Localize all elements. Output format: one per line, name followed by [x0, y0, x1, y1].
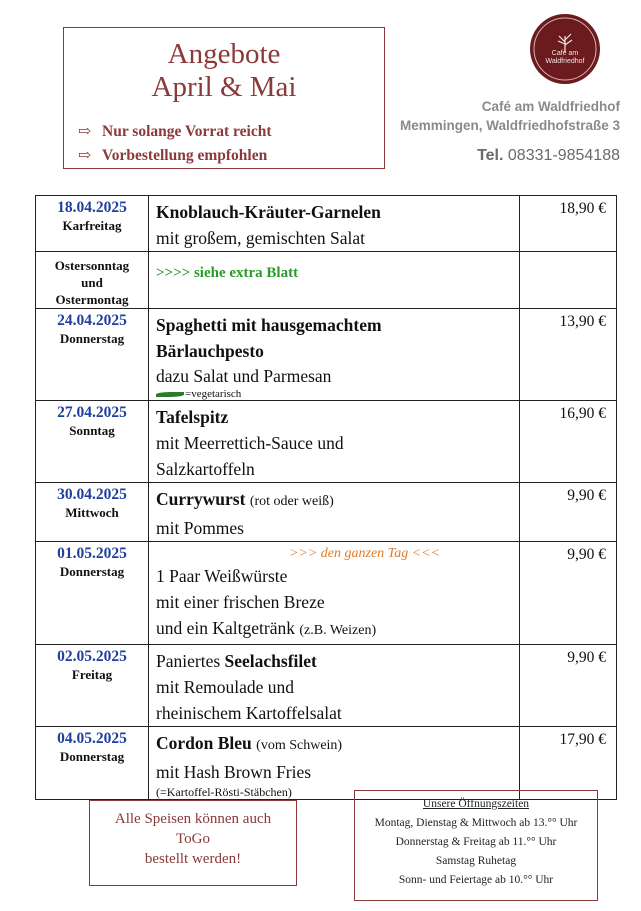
dish-description: mit Pommes [156, 518, 244, 538]
date-cell [36, 542, 149, 645]
price-cell: 17,90 € [520, 727, 617, 800]
opening-hours-line: Donnerstag & Freitag ab 11.°° Uhr [395, 836, 557, 848]
price-cell: 9,90 € [520, 483, 617, 542]
dish-name: Currywurst [156, 489, 246, 509]
leaf-icon [156, 392, 184, 397]
date-cell [36, 252, 149, 309]
table-row [36, 309, 617, 401]
dish-name: Knoblauch-Kräuter-Garnelen [156, 202, 381, 222]
table-row [36, 645, 617, 727]
table-row [36, 401, 617, 483]
price-cell: 9,90 € [520, 542, 617, 645]
logo-text-line2: Waldfriedhof [545, 58, 585, 65]
dish-description: mit einer frischen Breze [156, 592, 325, 612]
price-cell: 16,90 € [520, 401, 617, 483]
table-row [36, 196, 617, 252]
logo-text-line1: Café am [551, 50, 579, 57]
dish-name: Spaghetti mit hausgemachtem [156, 315, 382, 335]
dish-name-line [156, 730, 513, 759]
phone-number: 08331-9854188 [507, 147, 620, 164]
opening-hours-box [354, 790, 598, 901]
cafe-address: Memmingen, Waldfriedhofstraße 3 [399, 118, 620, 133]
price-cell [520, 252, 617, 309]
holiday-label: Ostersonntag und Ostermontag [54, 258, 130, 307]
arrow-right-icon: ⇨ [78, 147, 91, 164]
offer-title-line2: April & Mai [151, 71, 297, 103]
menu-date: 24.04.2025 [57, 312, 127, 329]
dish-description: mit großem, gemischten Salat [156, 228, 365, 248]
opening-hours-line: Montag, Dienstag & Mittwoch ab 13.°° Uhr [374, 817, 578, 829]
cafe-phone [477, 147, 620, 165]
offer-title-line1: Angebote [167, 38, 281, 70]
togo-box [89, 800, 297, 886]
dish-cell [149, 309, 520, 401]
date-cell [36, 401, 149, 483]
date-cell [36, 196, 149, 252]
offer-title [64, 38, 384, 104]
dish-cell [149, 727, 520, 800]
menu-date: 18.04.2025 [57, 199, 127, 216]
price-cell: 13,90 € [520, 309, 617, 401]
price-cell: 9,90 € [520, 645, 617, 727]
dish-variant: (rot oder weiß) [249, 494, 334, 509]
table-row [36, 727, 617, 800]
menu-day: Donnerstag [59, 564, 125, 579]
menu-date: 30.04.2025 [57, 486, 127, 503]
dish-name: Seelachsfilet [224, 651, 317, 671]
dish-description: mit Hash Brown Fries [156, 762, 312, 782]
dish-description-cont: Salzkartoffeln [156, 459, 255, 479]
date-cell [36, 483, 149, 542]
dish-variant: (vom Schwein) [256, 738, 343, 753]
menu-day: Freitag [71, 667, 113, 682]
offer-box [63, 27, 385, 169]
dish-name: Tafelspitz [156, 407, 229, 427]
dish-description-cont: rheinischem Kartoffelsalat [156, 703, 342, 723]
dish-description: mit Meerrettich-Sauce und [156, 433, 344, 453]
opening-hours-line: Sonn- und Feiertage ab 10.°° Uhr [398, 874, 554, 886]
menu-day: Karfreitag [62, 218, 122, 233]
dish-footnote: (=Kartoffel-Rösti-Stäbchen) [156, 785, 292, 799]
menu-date: 27.04.2025 [57, 404, 127, 421]
dish-prefix: Paniertes [156, 651, 221, 671]
dish-cell [149, 401, 520, 483]
all-day-note: >>> den ganzen Tag <<< [288, 546, 441, 561]
togo-line1: Alle Speisen können auch [114, 811, 272, 827]
extra-sheet-note: >>>> siehe extra Blatt [156, 265, 299, 281]
dish-name-cont: Bärlauchpesto [156, 341, 264, 361]
price-cell: 18,90 € [520, 196, 617, 252]
dish-description: dazu Salat und Parmesan [156, 366, 332, 386]
date-cell [36, 727, 149, 800]
menu-day: Sonntag [69, 423, 115, 438]
table-row [36, 483, 617, 542]
opening-hours-line: Samstag Ruhetag [435, 855, 517, 867]
cafe-logo [530, 14, 600, 84]
menu-day: Mittwoch [65, 505, 119, 520]
offer-note-preorder: ⇨ Vorbestellung empfohlen [78, 147, 268, 164]
menu-day: Donnerstag [59, 749, 125, 764]
dish-name-line [156, 648, 513, 674]
dish-cell [149, 542, 520, 645]
arrow-right-icon: ⇨ [78, 123, 91, 140]
offer-note-stock: ⇨ Nur solange Vorrat reicht [78, 123, 272, 140]
menu-date: 02.05.2025 [57, 648, 127, 665]
menu-day: Donnerstag [59, 331, 125, 346]
opening-hours-title: Unsere Öffnungszeiten [422, 798, 530, 810]
dish-name: Cordon Bleu [156, 733, 252, 753]
date-cell [36, 309, 149, 401]
dish-description: mit Remoulade und [156, 677, 295, 697]
cafe-name: Café am Waldfriedhof [481, 99, 620, 114]
dish-name-line [156, 486, 513, 515]
dish-description-cont: und ein Kaltgetränk (z.B. Weizen) [156, 618, 377, 638]
menu-date: 04.05.2025 [57, 730, 127, 747]
table-row [36, 542, 617, 645]
togo-line2: ToGo [176, 831, 210, 847]
menu-date: 01.05.2025 [57, 545, 127, 562]
vegetarian-note: =vegetarisch [156, 388, 513, 400]
togo-line3: bestellt werden! [144, 851, 242, 867]
date-cell [36, 645, 149, 727]
phone-label: Tel. [477, 147, 504, 164]
dish-cell [149, 196, 520, 252]
menu-table [35, 195, 617, 800]
tree-icon [530, 14, 600, 84]
table-row [36, 252, 617, 309]
dish-name: 1 Paar Weißwürste [156, 566, 288, 586]
dish-cell [149, 483, 520, 542]
dish-cell [149, 645, 520, 727]
dish-cell [149, 252, 520, 309]
